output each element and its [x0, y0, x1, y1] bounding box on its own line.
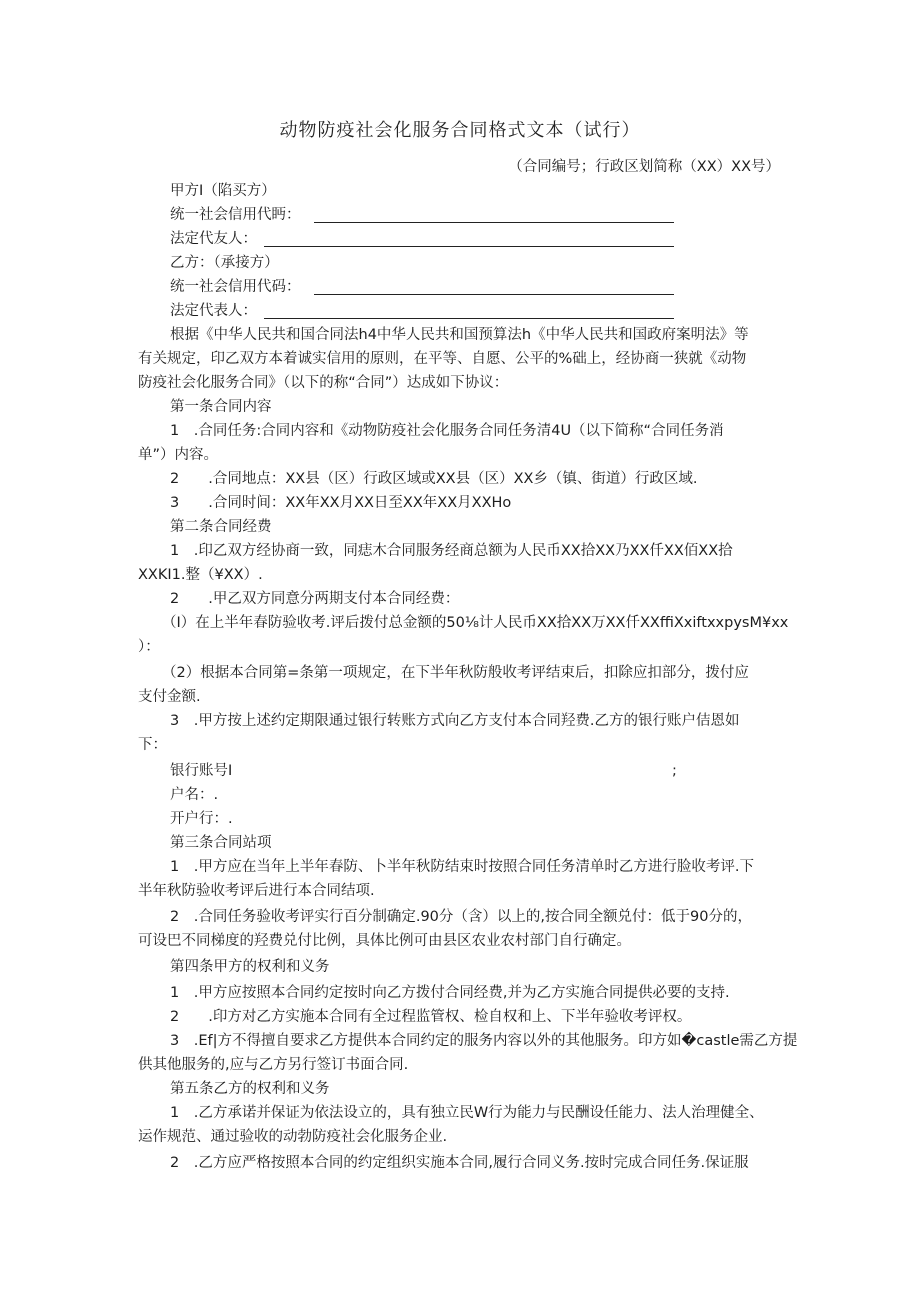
article-3-item-1: 1 .甲方应在当年上半年春防、卜半年秋防结束时按照合同任务清单时乙方进行脸收考评.下 [170, 859, 754, 875]
article-4-heading: 第四条甲方的权利和义务 [170, 959, 330, 975]
document-title: 动物防疫社会化服务合同格式文本（试行） [279, 120, 641, 141]
party-a-representative-label: 法定代友人： [170, 231, 257, 247]
article-1-item-1: 1 .合同任务:合同内容和《动物防疫社会化服务合同任务清4U（以下简称“合同任务消 [170, 423, 724, 439]
article-1-heading: 第一条合同内容 [170, 399, 272, 415]
article-1-item-3: 3 .合同时间：XX年XX月XX日至XX年XX月XXHo [170, 495, 512, 511]
article-2-heading: 第二条合同经费 [170, 519, 272, 535]
article-2-sub-1-cont: ）： [138, 639, 160, 655]
account-name-label: 户名：. [170, 787, 219, 803]
party-a-credit-code-field[interactable] [314, 222, 674, 223]
article-4-item-3-cont: 供其他服务的,应与乙方另行签订书面合同. [138, 1057, 409, 1073]
preamble-line: 防疫社会化服务合同》（以下的称“合同”）达成如下协议： [138, 375, 509, 391]
article-2-item-2: 2 .甲乙双方同意分两期支付本合同经费： [170, 591, 460, 607]
article-2-sub-2: （2）根据本合同第=条第一项规定，在下半年秋防般收考评结束后，扣除应扣部分，拨付应 [162, 665, 749, 681]
article-2-item-1-cont: XXKI1.整（¥XX）. [138, 567, 263, 583]
article-3-heading: 第三条合同站项 [170, 835, 272, 851]
article-1-item-1-cont: 单”）内容。 [138, 447, 219, 463]
article-5-heading: 第五条乙方的权利和义务 [170, 1081, 330, 1097]
bank-name-label: 开户行：. [170, 811, 233, 827]
party-a-heading: 甲方I（陷买方） [170, 183, 276, 199]
party-b-heading: 乙方：（承接方） [170, 255, 279, 271]
article-5-item-1-cont: 运作规范、通过验收的动勃防疫社会化服务企业. [138, 1129, 448, 1145]
article-5-item-2: 2 .乙方应严格按照本合同的约定组织实施本合同,履行合同义务.按时完成合同任务.保证服 [170, 1155, 749, 1171]
article-3-item-2-cont: 可设巴不同梯度的羟费兑付比例，具体比例可由县区农业农村部门自行确定。 [138, 933, 631, 949]
contract-number: （合同编号；行政区划简称（XX）XX号） [508, 159, 780, 175]
party-b-credit-code-label: 统一社会信用代码： [170, 279, 301, 295]
preamble-line: 根据《中华人民共和国合同法h4中华人民共和国预算法h《中华人民共和国政府案明法》等 [170, 327, 749, 343]
article-3-item-2: 2 .合同任务验收考评实行百分制确定.90分（含）以上的,按合同全额兑付：低于90分的， [170, 909, 752, 925]
article-4-item-3: 3 .Ef|方不得擅自要求乙方提供本合同约定的服务内容以外的其他服务。印方如�castle需乙方提 [170, 1033, 798, 1049]
bank-account-end: ; [672, 763, 677, 779]
party-b-credit-code-field[interactable] [314, 294, 674, 295]
article-1-item-2: 2 .合同地点：XX县（区）行政区域或XX县（区）XX乡（镇、街道）行政区域. [170, 471, 698, 487]
bank-account-label: 银行账号I [170, 763, 233, 779]
party-b-representative-field[interactable] [264, 318, 674, 319]
party-a-credit-code-label: 统一社会信用代眄： [170, 207, 301, 223]
article-4-item-1: 1 .甲方应按照本合同约定按时向乙方拨付合同经费,并为乙方实施合同提供必要的支持. [170, 985, 730, 1001]
article-2-sub-1: （I）在上半年春防验收考.评后拨付总金额的50⅛计人民币XX拾XX万XX仟XXffiXxiftxxpysM¥xx [162, 615, 789, 631]
article-3-item-1-cont: 半年秋防验收考评后进行本合同结项. [138, 883, 375, 899]
article-2-item-3: 3 .甲方按上述约定期限通过银行转账方式向乙方支付本合同羟费.乙方的银行账户佶恩如 [170, 713, 740, 729]
preamble-line: 有关规定，印乙双方本着诚实信用的原则，在平等、自愿、公平的%础上，经协商一狭就《动物 [138, 351, 747, 367]
party-b-representative-label: 法定代表人： [170, 303, 257, 319]
party-a-representative-field[interactable] [264, 246, 674, 247]
article-2-item-3-cont: 下： [138, 737, 167, 753]
article-5-item-1: 1 .乙方承诺并保证为依法设立的，具有独立民W行为能力与民酬设任能力、法人治理健全、 [170, 1105, 764, 1121]
article-2-item-1: 1 .印乙双方经协商一致，同痣木合同服务经商总额为人民币XX拾XX乃XX仟XX佰XX拾 [170, 543, 733, 559]
article-4-item-2: 2 .印方对乙方实施本合同有全过程监管权、检自权和上、下半年验收考评权。 [170, 1009, 692, 1025]
article-2-sub-2-cont: 支付金额. [138, 689, 201, 705]
